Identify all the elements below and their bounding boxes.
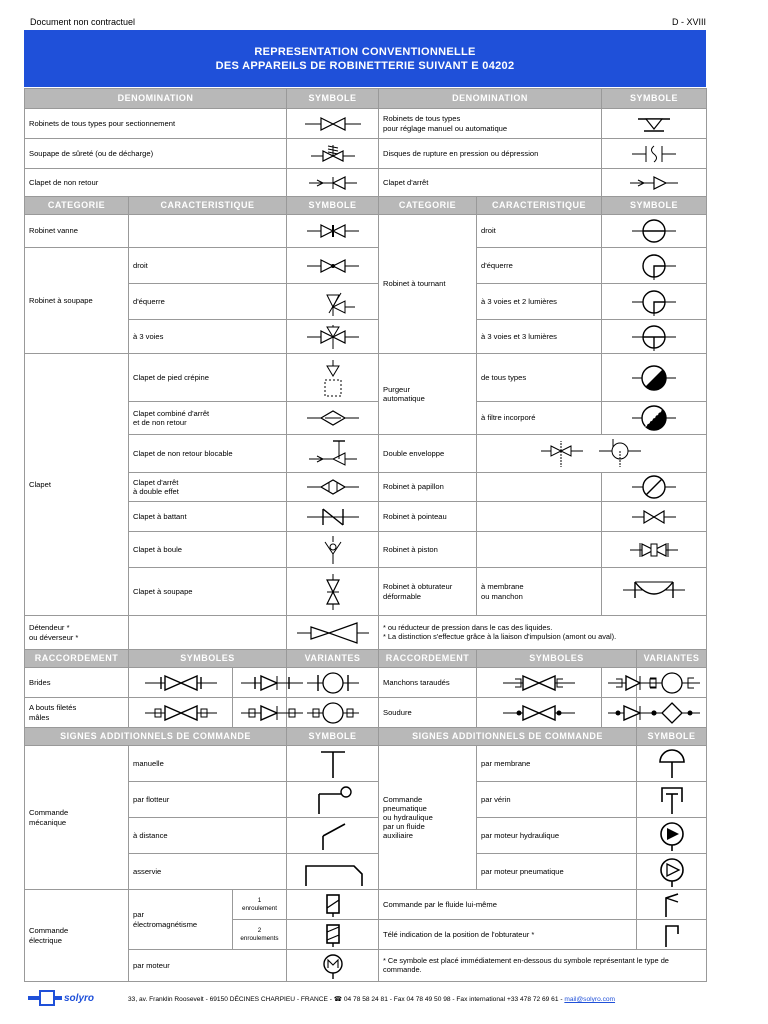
header-symbole: SYMBOLE — [602, 197, 707, 215]
commande-note: * Ce symbole est placé immédiatement en-dessous du symbole représentant le type de commande. — [379, 950, 707, 982]
label-robinet-obturateur: Robinet à obturateur déformable — [379, 568, 477, 616]
label-purgeur: Purgeur automatique — [379, 354, 477, 435]
symbol-soudure-robinet — [477, 698, 602, 728]
label-moteur-hydraulique: par moteur hydraulique — [477, 818, 637, 854]
label-tournant-droit: droit — [477, 215, 602, 248]
header-categorie: CATEGORIE — [379, 197, 477, 215]
label-clapet-pied-crepine: Clapet de pied crépine — [129, 354, 287, 402]
label-commande-fluide: Commande par le fluide lui-même — [379, 890, 637, 920]
label-clapet: Clapet — [25, 354, 129, 616]
page-footer — [24, 990, 706, 1008]
symbol-clapet-non-retour — [287, 169, 379, 197]
symbol-moteur-pneumatique — [637, 854, 707, 890]
page-header — [26, 16, 706, 30]
label-detendeur: Détendeur * ou déverseur * — [25, 616, 129, 650]
header-symboles: SYMBOLES — [129, 650, 287, 668]
symbol-tournant-droit — [602, 215, 707, 248]
header-symbole: SYMBOLE — [602, 89, 707, 109]
label-clapet-boule: Clapet à boule — [129, 532, 287, 568]
label-par-membrane: par membrane — [477, 746, 637, 782]
symbol-manchons-clapet — [602, 668, 637, 698]
label-tournant-3v3l: à 3 voies et 3 lumières — [477, 320, 602, 354]
label-par-flotteur: par flotteur — [129, 782, 287, 818]
label-soupape-equerre: d'équerre — [129, 284, 287, 320]
header-symbole: SYMBOLE — [287, 197, 379, 215]
label-manuelle: manuelle — [129, 746, 287, 782]
symbol-a-distance — [287, 818, 379, 854]
label-tournant-3v2l: à 3 voies et 2 lumières — [477, 284, 602, 320]
label-soudure: Soudure — [379, 698, 477, 728]
symbol-clapet-battant — [287, 502, 379, 532]
label-clapet-arret: Clapet d'arrêt — [379, 169, 602, 197]
label-brides: Brides — [25, 668, 129, 698]
symbol-par-flotteur — [287, 782, 379, 818]
label-robinet-vanne: Robinet vanne — [25, 215, 129, 248]
logo-text: solyro — [64, 993, 95, 1004]
header-symbole: SYMBOLE — [637, 728, 707, 746]
symbol-robinet-piston — [602, 532, 707, 568]
symbol-clapet-double-effet — [287, 473, 379, 502]
label-soupape-droit: droit — [129, 248, 287, 284]
solyro-logo — [28, 990, 114, 1006]
label-clapet-double-effet: Clapet d'arrêt à double effet — [129, 473, 287, 502]
label-par-verin: par vérin — [477, 782, 637, 818]
label-a-distance: à distance — [129, 818, 287, 854]
symbol-clapet-boule — [287, 532, 379, 568]
symbol-robinet-obturateur — [602, 568, 707, 616]
label-commande-electrique: Commande électrique — [25, 890, 129, 982]
header-categorie: CATEGORIE — [25, 197, 129, 215]
label-robinets-reglage: Robinets de tous types pour réglage manuel ou automatique — [379, 109, 602, 139]
label-clapet-battant: Clapet à battant — [129, 502, 287, 532]
label-electromagnetisme: par électromagnétisme — [129, 890, 233, 950]
symbol-2-enroulements — [287, 920, 379, 950]
title-line-1: REPRESENTATION CONVENTIONNELLE — [254, 46, 476, 58]
symbol-disques-rupture — [602, 139, 707, 169]
detendeur-note: * ou réducteur de pression dans le cas des liquides. * La distinction s'effectue grâce à la liaison d'impulsion (amont ou aval). — [379, 616, 707, 650]
symbol-moteur-hydraulique — [637, 818, 707, 854]
label-moteur-pneumatique: par moteur pneumatique — [477, 854, 637, 890]
symbol-1-enroulement — [287, 890, 379, 920]
symbol-tournant-equerre — [602, 248, 707, 284]
header-raccordement: RACCORDEMENT — [379, 650, 477, 668]
symbol-clapet-combine — [287, 402, 379, 435]
symbol-clapet-blocable — [287, 435, 379, 473]
label-disques-rupture: Disques de rupture en pression ou dépression — [379, 139, 602, 169]
symbol-detendeur — [287, 616, 379, 650]
title-banner — [24, 30, 706, 87]
symbol-tournant-3v3l — [602, 320, 707, 354]
symbol-par-verin — [637, 782, 707, 818]
label-1-enroulement: 1 enroulement — [233, 890, 287, 920]
symbol-clapet-arret — [602, 169, 707, 197]
symbol-par-membrane — [637, 746, 707, 782]
symbol-soudure-clapet — [602, 698, 637, 728]
label-commande-mecanique: Commande mécanique — [25, 746, 129, 890]
address-text: 33, av. Franklin Roosevelt - 69150 DÉCINES CHARPIEU - FRANCE - ☎ 04 78 58 24 81 - Fax 04 78 49 50 98 - Fax international +33 478 72 69 61 - — [128, 996, 565, 1003]
symbol-bouts-clapet — [233, 698, 287, 728]
symbol-tele-indication — [637, 920, 707, 950]
header-caracteristique: CARACTERISTIQUE — [129, 197, 287, 215]
label-membrane-manchon: à membrane ou manchon — [477, 568, 602, 616]
label-clapet-combine: Clapet combiné d'arrêt et de non retour — [129, 402, 287, 435]
symbol-soupape-equerre — [287, 284, 379, 320]
header-symbole: SYMBOLE — [287, 728, 379, 746]
disclaimer: Document non contractuel — [30, 17, 136, 27]
symbol-purgeur-tous-types — [602, 354, 707, 402]
symbol-soupape-surete — [287, 139, 379, 169]
header-denomination: DENOMINATION — [25, 89, 287, 109]
symbol-robinet-papillon — [602, 473, 707, 502]
symbols-table — [24, 88, 707, 982]
symbol-robinet-vanne — [287, 215, 379, 248]
symbol-clapet-soupape — [287, 568, 379, 616]
symbol-robinet-reglage — [602, 109, 707, 139]
email-link[interactable]: mail@solyro.com — [564, 996, 616, 1003]
symbol-brides-clapet — [233, 668, 287, 698]
symbol-tournant-3v2l — [602, 284, 707, 320]
header-symbole: SYMBOLE — [287, 89, 379, 109]
label-commande-pneumatique: Commande pneumatique ou hydraulique par un fluide auxiliaire — [379, 746, 477, 890]
symbol-par-moteur — [287, 950, 379, 982]
label-par-moteur: par moteur — [129, 950, 287, 982]
symbol-soudure-variante — [637, 698, 707, 728]
label-soupape-3-voies: à 3 voies — [129, 320, 287, 354]
header-raccordement: RACCORDEMENT — [25, 650, 129, 668]
title-line-2: DES APPAREILS DE ROBINETTERIE SUIVANT E 04202 — [215, 60, 515, 72]
symbol-soupape-3-voies — [287, 320, 379, 354]
label-tournant-equerre: d'équerre — [477, 248, 602, 284]
symbol-manchons-variante — [637, 668, 707, 698]
header-variantes: VARIANTES — [637, 650, 707, 668]
symbol-double-enveloppe — [477, 435, 707, 473]
company-address — [128, 995, 615, 1003]
header-symboles: SYMBOLES — [477, 650, 637, 668]
label-manchons-taraudes: Manchons taraudés — [379, 668, 477, 698]
label-clapet-non-retour: Clapet de non retour — [25, 169, 287, 197]
symbol-clapet-pied-crepine — [287, 354, 379, 402]
label-robinet-soupape: Robinet à soupape — [25, 248, 129, 354]
symbol-robinet-sectionnement — [287, 109, 379, 139]
header-variantes: VARIANTES — [287, 650, 379, 668]
symbol-manuelle — [287, 746, 379, 782]
symbol-purgeur-filtre — [602, 402, 707, 435]
label-double-enveloppe: Double enveloppe — [379, 435, 477, 473]
label-asservie: asservie — [129, 854, 287, 890]
symbol-commande-fluide — [637, 890, 707, 920]
symbol-bouts-robinet — [129, 698, 233, 728]
label-purgeur-filtre: à filtre incorporé — [477, 402, 602, 435]
page-number: D - XVIII — [671, 17, 706, 27]
header-denomination: DENOMINATION — [379, 89, 602, 109]
label-robinet-pointeau: Robinet à pointeau — [379, 502, 477, 532]
label-robinets-sectionnement: Robinets de tous types pour sectionnement — [25, 109, 287, 139]
label-robinet-tournant: Robinet à tournant — [379, 215, 477, 354]
solyro-logo-icon — [28, 990, 62, 1006]
label-2-enroulements: 2 enroulements — [233, 920, 287, 950]
header-signes: SIGNES ADDITIONNELS DE COMMANDE — [379, 728, 637, 746]
symbol-manchons-robinet — [477, 668, 602, 698]
symbol-robinet-pointeau — [602, 502, 707, 532]
label-clapet-soupape: Clapet à soupape — [129, 568, 287, 616]
label-purgeur-tous-types: de tous types — [477, 354, 602, 402]
label-tele-indication: Télé indication de la position de l'obturateur * — [379, 920, 637, 950]
label-clapet-blocable: Clapet de non retour blocable — [129, 435, 287, 473]
label-soupape-surete: Soupape de sûreté (ou de décharge) — [25, 139, 287, 169]
symbol-brides-robinet — [129, 668, 233, 698]
symbol-soupape-droit — [287, 248, 379, 284]
label-robinet-papillon: Robinet à papillon — [379, 473, 477, 502]
header-caracteristique: CARACTERISTIQUE — [477, 197, 602, 215]
header-signes: SIGNES ADDITIONNELS DE COMMANDE — [25, 728, 287, 746]
label-robinet-piston: Robinet à piston — [379, 532, 477, 568]
label-bouts-filetes: A bouts filetés mâles — [25, 698, 129, 728]
symbol-asservie — [287, 854, 379, 890]
